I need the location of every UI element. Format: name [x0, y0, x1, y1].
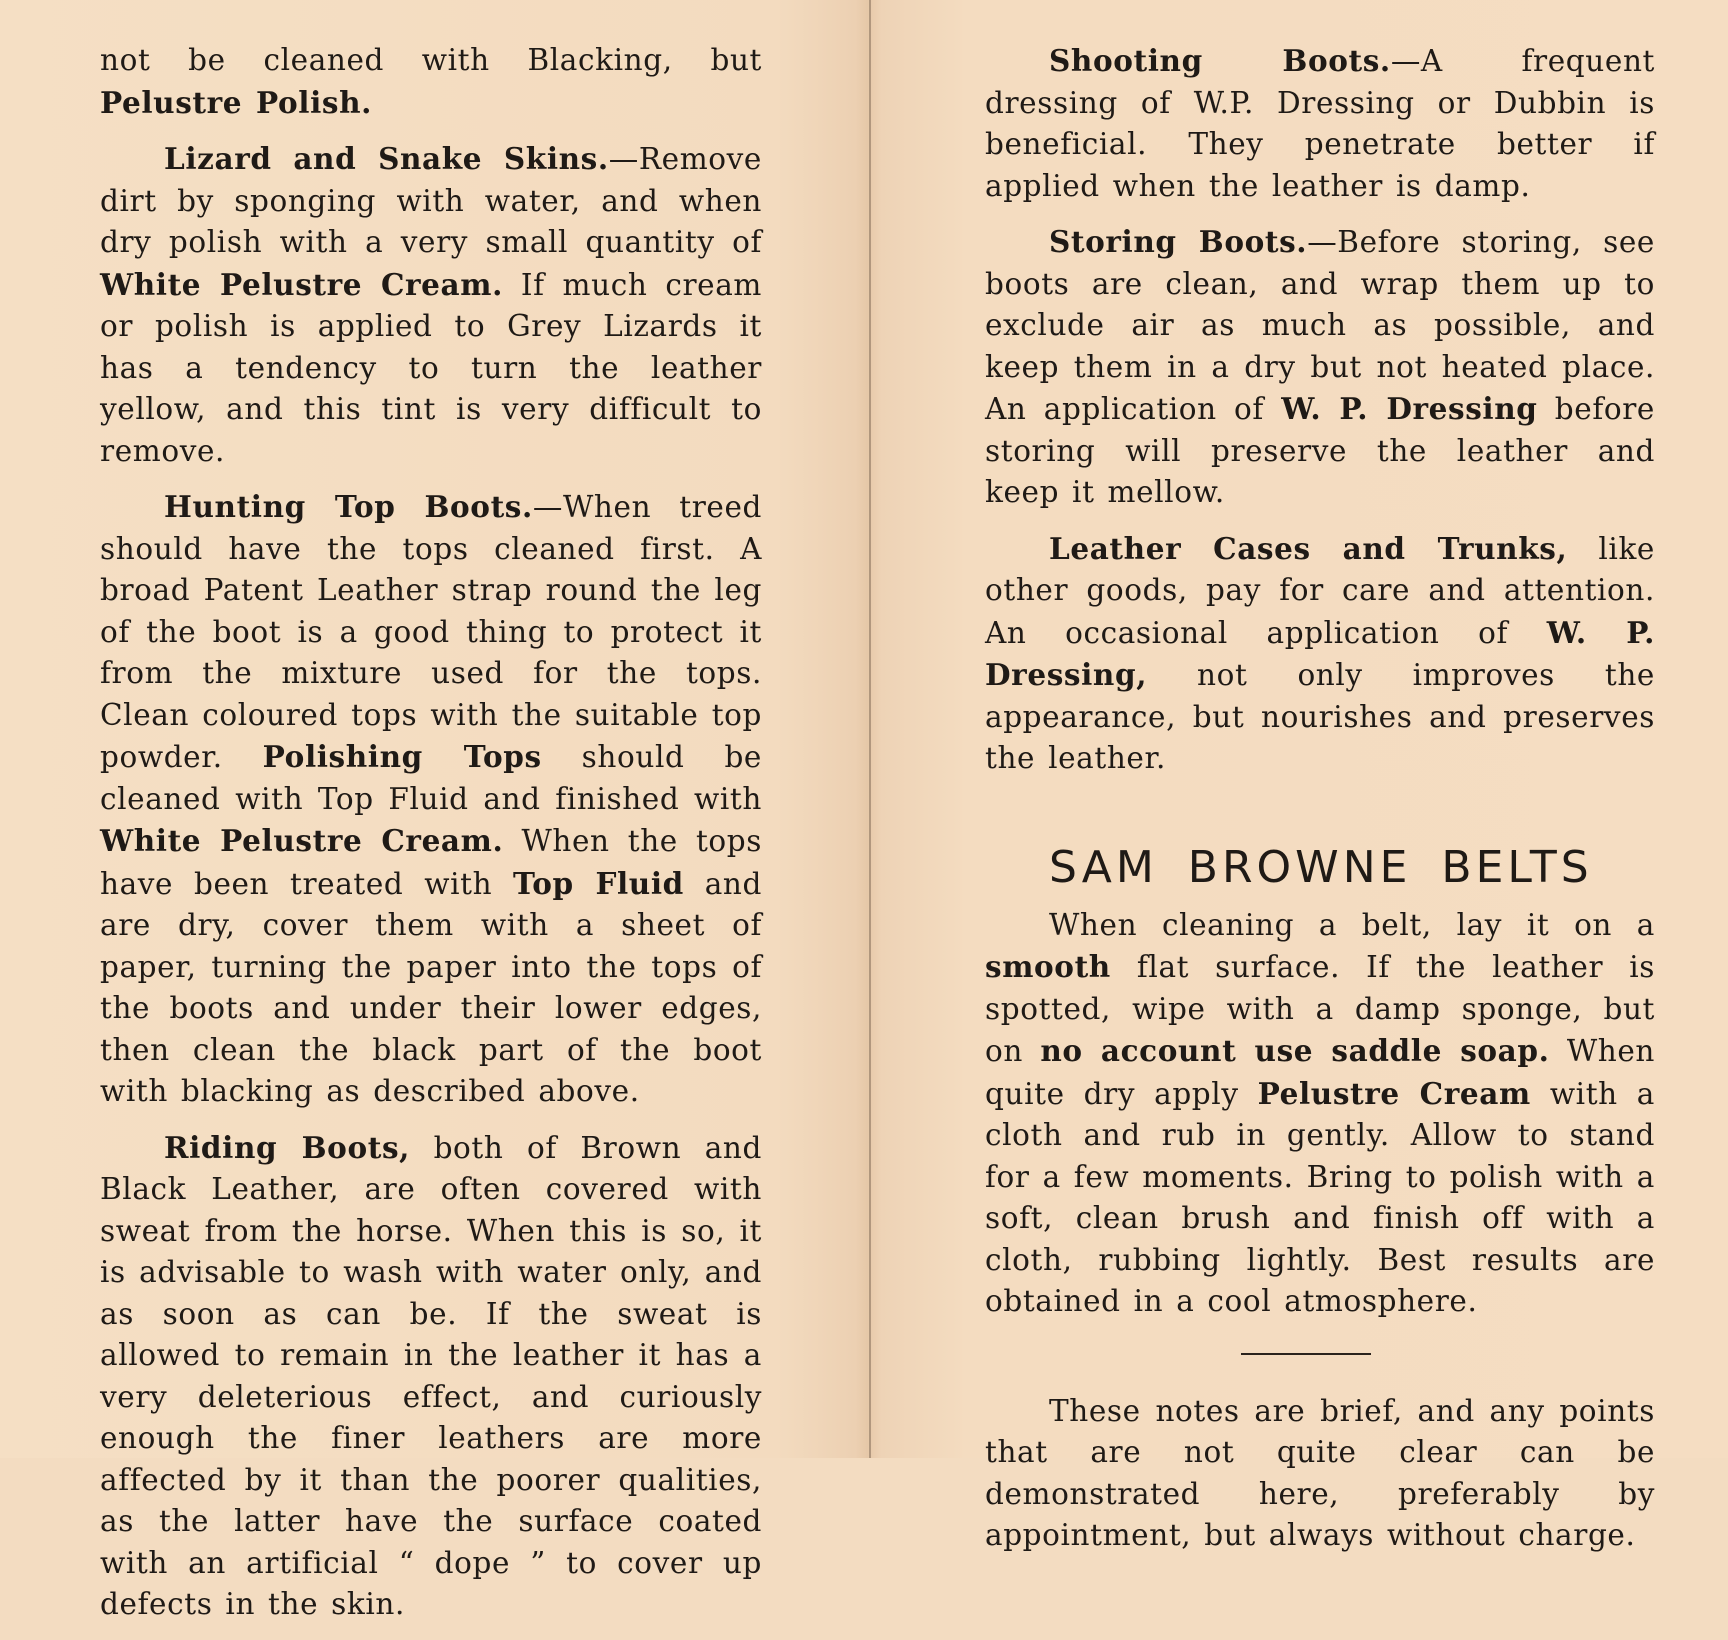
- section-heading-sam-browne-belts: SAM BROWNE BELTS: [1049, 841, 1593, 893]
- paragraph-shooting-boots: Shooting Boots.—A frequent dressing of W.P. Dressing or Dubbin is beneficial. They penetrate better if applied when the leather is damp.: [985, 43, 1655, 203]
- paragraph-storing-boots: Storing Boots.—Before storing, see boots are clean, and wrap them up to exclude air as much as possible, and keep them in a dry but not heated place. An application of W. P. Dressing before storing will preserve the leather and keep it mellow.: [985, 224, 1655, 509]
- paragraph-lizard-snake-skins: Lizard and Snake Skins.—Remove dirt by sponging with water, and when dry polish with a very small quantity of White Pelustre Cream. If much cream or polish is applied to Grey Lizards it has a tendency to turn the leather yellow, and this tint is very difficult to remove.: [100, 141, 762, 468]
- paragraph-closing-notes: These notes are brief, and any points that are not quite clear can be demonstrated here, preferably by appointment, but always without charge.: [985, 1393, 1655, 1552]
- paragraph-hunting-top-boots: Hunting Top Boots.—When treed should have the tops cleaned first. A broad Patent Leather strap round the leg of the boot is a good thing to protect it from the mixture used for the tops. Clean coloured tops with the suitable top powder. Polishing Tops should be cleaned with Top Fluid and finished with White Pelustre Cream. When the tops have been treated with Top Fluid and are dry, cover them with a sheet of paper, turning the paper into the tops of the boots and under their lower edges, then clean the black part of the boot with blacking as described above.: [100, 489, 763, 1108]
- paragraph-pelustre-polish: not be cleaned with Blacking, but Pelustre Polish.: [100, 43, 762, 120]
- paragraph-leather-cases-trunks: Leather Cases and Trunks, like other goods, pay for care and attention. An occasional application of W. P. Dressing, not only improves the appearance, but nourishes and preserves the leather.: [985, 530, 1655, 775]
- left-page: [100, 40, 762, 1640]
- right-page: [985, 40, 1655, 1571]
- page-gutter: [869, 0, 871, 1458]
- section-divider: [1241, 1353, 1371, 1355]
- paragraph-belt-cleaning: When cleaning a belt, lay it on a smooth flat surface. If the leather is spotted, wipe with a damp sponge, but on no account use saddle soap. When quite dry apply Pelustre Cream with a cloth and rub in gently. Allow to stand for a few moments. Bring to polish with a soft, clean brush and finish off with a cloth, rubbing lightly. Best results are obtained in a cool atmosphere.: [985, 907, 1656, 1318]
- paragraph-riding-boots: Riding Boots, both of Brown and Black Leather, are often covered with sweat from the horse. When this is so, it is advisable to wash with water only, and as soon as can be. If the sweat is allowed to remain in the leather it has a very deleterious effect, and curiously enough the finer leathers are more affected by it than the poorer qualities, as the latter have the surface coated with an artificial “ dope ” to cover up defects in the skin.: [100, 1129, 762, 1621]
